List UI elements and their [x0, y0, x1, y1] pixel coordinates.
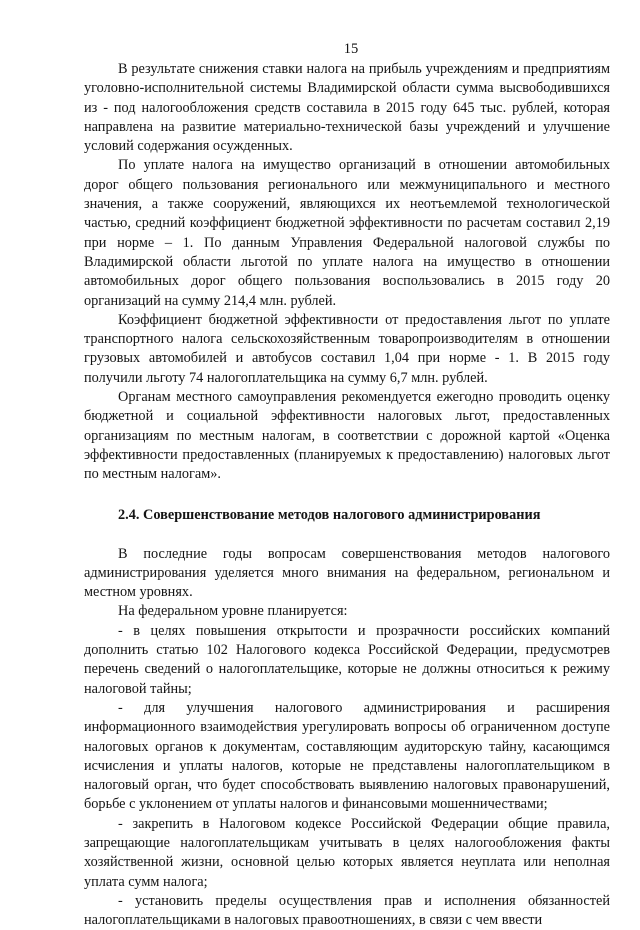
paragraph-tax-rate-reduction: В результате снижения ставки налога на прибыль учреждениям и предприятиям уголовно-исполнительной системы Владимирской области сумма высвободившихся из - под налогообложения средств составила в 2015 году 645 тыс. рублей, которая направлена на развитие материально-технической базы учреждений и улучшение условий содержания осужденных. [84, 61, 610, 155]
list-item-rights-limits: - установить пределы осуществления прав и исполнения обязанностей налогоплательщиками в налоговых правоотношениях, в связи с чем ввести [84, 892, 610, 929]
page-number: 15 [343, 41, 359, 57]
list-item-audit-secrecy: - для улучшения налогового администрирования и расширения информационного взаимодействия урегулировать вопросы об ограниченном доступе налоговых органов к документам, составляющим аудиторскую тайну, касающимся исчисления и уплаты налогов, которые не представлены налогоплательщиком в налоговый орган, что будет способствовать выявлению налоговых правонарушений, борьбе с уклонением от уплаты налогов и финансовыми мошенничествами; [84, 699, 610, 813]
list-item-general-rules: - закрепить в Налоговом кодексе Российской Федерации общие правила, запрещающие налогоплательщикам учитывать в целях налогообложения факты хозяйственной жизни, основной целью которых является неуплата или неполная уплата сумм налога; [84, 815, 610, 890]
paragraph-local-government-recommendation: Органам местного самоуправления рекомендуется ежегодно проводить оценку бюджетной и социальной эффективности налоговых льгот, предоставленных организациям по местным налогам, в соответствии с дорожной картой «Оценка эффективности предоставленных (планируемых к предоставлению) налоговых льгот по местным налогам». [84, 389, 610, 483]
list-item-tax-secrecy: - в целях повышения открытости и прозрачности российских компаний дополнить статью 102 Налогового кодекса Российской Федерации, предусмотрев перечень сведений о налогоплательщике, которые не должны относиться к режиму налоговой тайны; [84, 622, 610, 697]
section-heading: 2.4. Совершенствование методов налогового администрирования [118, 506, 541, 523]
paragraph-intro-administration: В последние годы вопросам совершенствования методов налогового администрирования уделяется много внимания на федеральном, региональном и местном уровнях. [84, 545, 610, 601]
paragraph-federal-level-plans: На федеральном уровне планируется: [118, 603, 348, 620]
paragraph-property-tax-roads: По уплате налога на имущество организаций в отношении автомобильных дорог общего пользования регионального или межмуниципального и местного значения, а также сооружений, являющихся их неотъемлемой технологической частью, средний коэффициент бюджетной эффективности по расчетам составил 2,19 при норме – 1. По данным Управления Федеральной налоговой службы по Владимирской области льготой по уплате налога на имущество в отношении автомобильных дорог общего пользования воспользовались в 2015 году 20 организаций на сумму 214,4 млн. рублей. [84, 157, 610, 309]
paragraph-transport-tax-coefficient: Коэффициент бюджетной эффективности от предоставления льгот по уплате транспортного налога сельскохозяйственным товаропроизводителям в отношении грузовых автомобилей и автобусов составил 1,04 при норме - 1. В 2015 году получили льготу 74 налогоплательщика на сумму 6,7 млн. рублей. [84, 311, 610, 386]
